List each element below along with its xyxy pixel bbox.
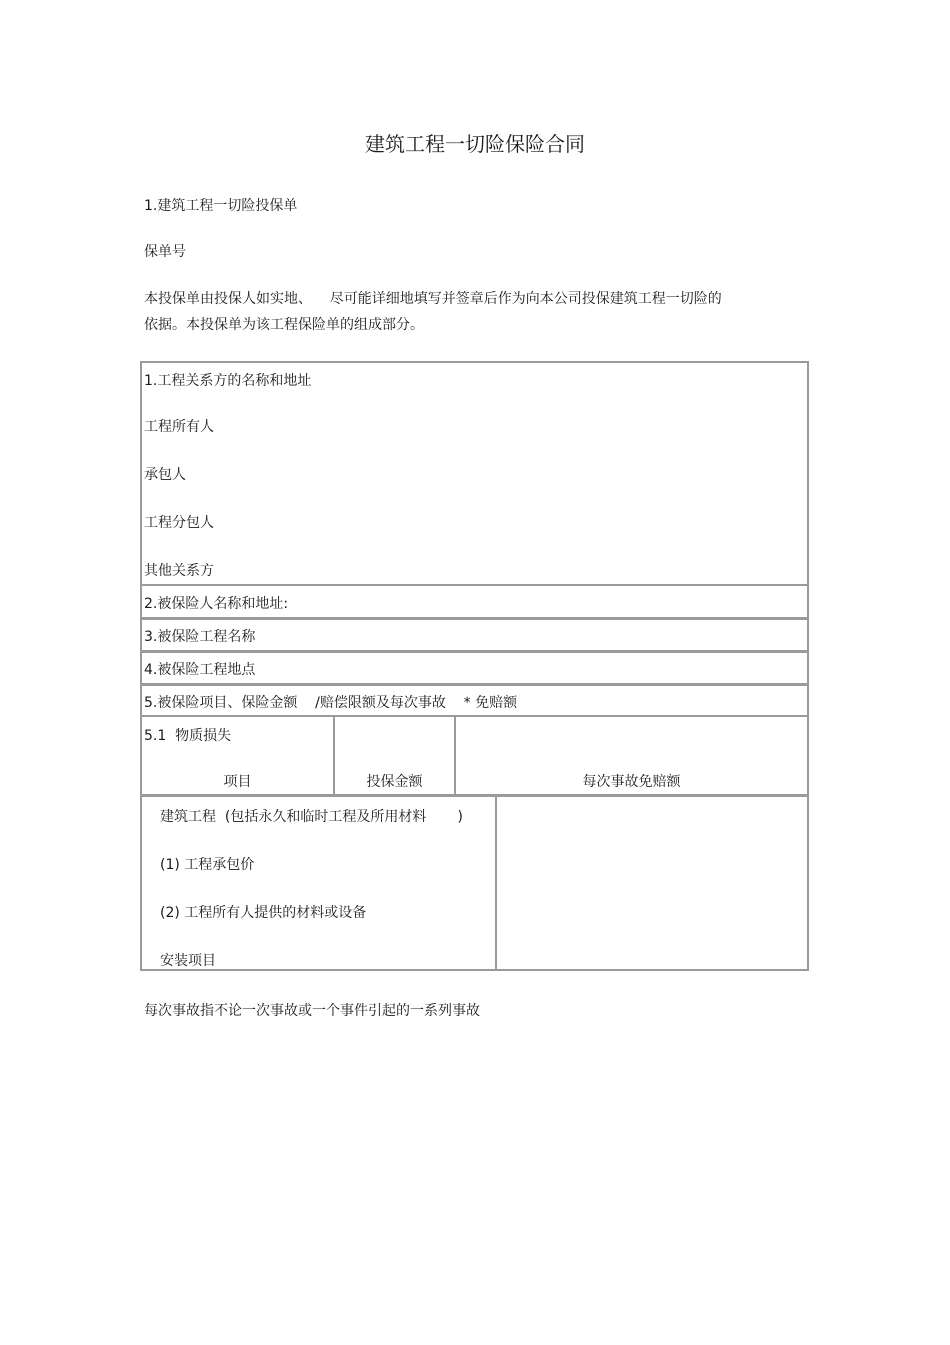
- insured-label: 2.被保险人名称和地址:: [144, 596, 289, 612]
- intro-line-1: 本投保单由投保人如实地、 尽可能详细地填写并签章后作为向本公司投保建筑工程一切险的: [144, 291, 722, 307]
- section-heading: 1.建筑工程一切险投保单: [144, 198, 298, 214]
- owner-label: 工程所有人: [144, 419, 214, 435]
- project-name-row: [140, 618, 809, 652]
- items-header-label: 5.被保险项目、保险金额 /赔偿限额及每次事故 * 免赔额: [144, 695, 518, 711]
- project-location-row: [140, 651, 809, 685]
- construction-label: 建筑工程 (包括永久和临时工程及所用材料 ): [160, 809, 463, 825]
- subcontractor-label: 工程分包人: [144, 515, 214, 531]
- parties-header: 1.工程关系方的名称和地址: [144, 373, 312, 389]
- footnote: 每次事故指不论一次事故或一个事件引起的一系列事故: [144, 1003, 480, 1019]
- project-location-label: 4.被保险工程地点: [144, 662, 256, 678]
- insured-row: [140, 584, 809, 619]
- project-name-label: 3.被保险工程名称: [144, 629, 256, 645]
- contractor-label: 承包人: [144, 467, 186, 483]
- column-header-amount: 投保金额: [366, 774, 423, 790]
- column-header-item: 项目: [223, 774, 252, 790]
- owner-supplied-label: (2) 工程所有人提供的材料或设备: [160, 905, 367, 921]
- other-parties-label: 其他关系方: [144, 563, 214, 579]
- material-loss-label: 5.1 物质损失: [144, 728, 232, 744]
- material-loss-row: [140, 715, 809, 796]
- items-header-row: [140, 684, 809, 717]
- column-header-deductible: 每次事故免赔额: [582, 774, 681, 790]
- intro-line-2: 依据。本投保单为该工程保险单的组成部分。: [144, 317, 424, 333]
- parties-row: [140, 361, 809, 586]
- column-divider: [495, 797, 497, 969]
- items-detail-row: [140, 795, 809, 971]
- policy-number-label: 保单号: [144, 244, 186, 260]
- page-title: 建筑工程一切险保险合同: [365, 132, 585, 156]
- contract-price-label: (1) 工程承包价: [160, 857, 255, 873]
- installation-label: 安装项目: [160, 953, 216, 969]
